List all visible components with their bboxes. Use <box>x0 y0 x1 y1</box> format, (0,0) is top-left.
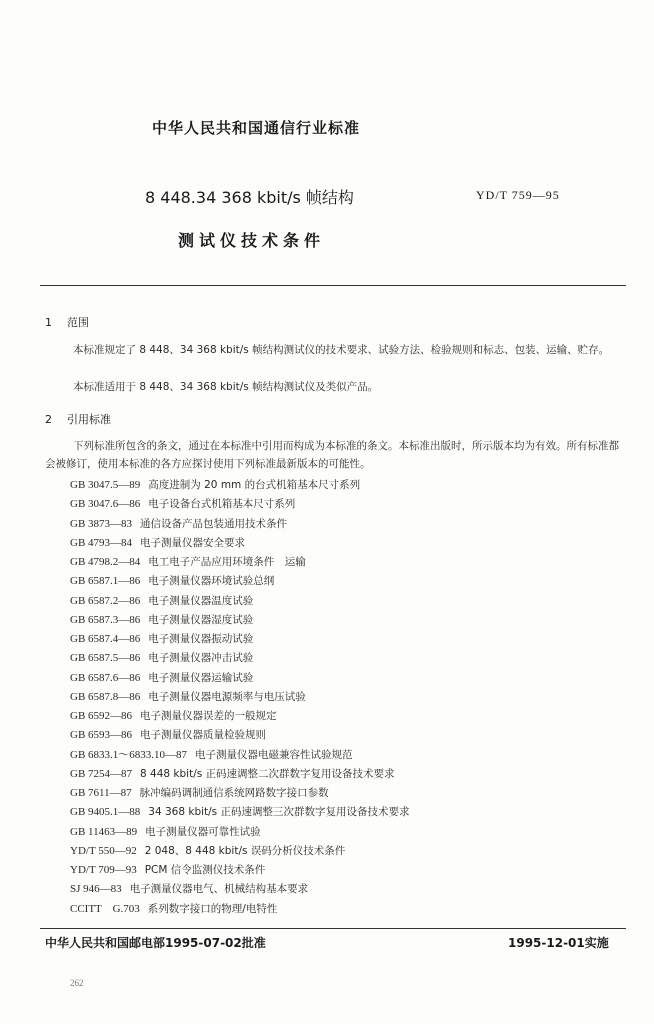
document-title-line1: 8 448.34 368 kbit/s 帧结构 <box>145 188 354 207</box>
reference-title: 电子测量仪器运输试验 <box>148 671 254 684</box>
reference-code: GB 6833.1～6833.10—87 <box>70 748 188 761</box>
reference-title: 脉冲编码调制通信系统网路数字接口参数 <box>139 787 329 799</box>
issued-by: 中华人民共和国邮电部1995-07-02批准 <box>45 936 266 950</box>
reference-code: GB 6587.1—86 <box>70 575 141 588</box>
reference-title: PCM 信令监测仪技术条件 <box>144 864 266 876</box>
section-title: 范围 <box>67 316 89 329</box>
title-row <box>0 185 654 209</box>
reference-item <box>70 669 630 688</box>
reference-title: 电子测量仪器电气、机械结构基本要求 <box>129 883 309 896</box>
section-number: 2 <box>45 413 52 426</box>
reference-title: 电子测量仪器环境试验总纲 <box>148 575 275 588</box>
header-divider <box>40 285 626 286</box>
reference-code: GB 6587.8—86 <box>70 690 141 703</box>
reference-item <box>70 823 630 842</box>
reference-item <box>70 553 630 572</box>
reference-item <box>70 630 630 649</box>
scope-paragraph-1: 本标准规定了 8 448、34 368 kbit/s 帧结构测试仪的技术要求、试验方法、检验规则和标志、包装、运输、贮存。 <box>73 344 610 356</box>
reference-title: 系列数字接口的物理/电特性 <box>147 902 278 915</box>
reference-title: 电工电子产品应用环境条件 运输 <box>148 556 306 568</box>
section-number: 1 <box>45 316 52 329</box>
reference-code: GB 6587.5—86 <box>70 652 141 665</box>
reference-item <box>70 842 630 861</box>
document-title-line2: 测试仪技术条件 <box>178 231 326 250</box>
reference-title: 2 048、8 448 kbit/s 误码分析仪技术条件 <box>144 844 346 857</box>
reference-title: 通信设备产品包装通用技术条件 <box>140 517 288 530</box>
reference-code: GB 6593—86 <box>70 729 133 742</box>
section-heading-references <box>45 411 111 427</box>
reference-item <box>70 534 630 553</box>
reference-title: 电子测量仪器湿度试验 <box>148 613 254 626</box>
reference-item <box>70 592 630 611</box>
reference-title: 电子测量仪器电磁兼容性试验规范 <box>195 748 353 761</box>
reference-code: GB 6592—86 <box>70 710 133 722</box>
reference-code: GB 9405.1—88 <box>70 806 141 819</box>
reference-item <box>70 900 630 919</box>
section-title: 引用标准 <box>67 413 111 426</box>
reference-title: 电子测量仪器冲击试验 <box>148 652 254 665</box>
reference-item <box>70 611 630 630</box>
reference-title: 电子测量仪器电源频率与电压试验 <box>148 690 306 703</box>
reference-code: GB 6587.3—86 <box>70 613 141 626</box>
reference-item <box>70 784 630 803</box>
reference-item <box>70 495 630 514</box>
reference-item <box>70 707 630 726</box>
reference-code: GB 6587.6—86 <box>70 671 141 684</box>
reference-list <box>70 476 630 919</box>
reference-code: YD/T 550—92 <box>70 844 137 857</box>
scope-paragraph-2: 本标准适用于 8 448、34 368 kbit/s 帧结构测试仪及类似产品。 <box>73 381 379 393</box>
reference-title: 电子测量仪器可靠性试验 <box>145 825 261 838</box>
reference-title: 电子测量仪器误差的一般规定 <box>140 710 277 722</box>
reference-item <box>70 572 630 591</box>
reference-code: GB 4798.2—84 <box>70 556 141 568</box>
reference-title: 电子测量仪器质量检验规则 <box>140 729 267 742</box>
reference-item <box>70 726 630 745</box>
reference-code: GB 4793—84 <box>70 536 133 549</box>
reference-item <box>70 476 630 495</box>
reference-code: GB 6587.4—86 <box>70 633 141 645</box>
reference-item <box>70 515 630 534</box>
implementation-date: 1995-12-01实施 <box>508 936 609 950</box>
reference-title: 34 368 kbit/s 正码速调整三次群数字复用设备技术要求 <box>148 806 410 819</box>
organization-title: 中华人民共和国通信行业标准 <box>152 119 361 137</box>
reference-code: YD/T 709—93 <box>70 864 137 876</box>
references-paragraph: 下列标准所包含的条文，通过在本标准中引用而构成为本标准的条文。本标准出版时，所示版本均为有效。所有标准都会被修订，使用本标准的各方应探讨使用下列标准最新版本的可能性。 <box>45 440 619 470</box>
reference-code: GB 3873—83 <box>70 517 133 530</box>
reference-item <box>70 880 630 899</box>
reference-code: SJ 946—83 <box>70 883 122 896</box>
reference-code: GB 6587.2—86 <box>70 594 141 607</box>
section-heading-scope <box>45 314 89 330</box>
reference-item <box>70 803 630 822</box>
reference-item <box>70 746 630 765</box>
reference-item <box>70 861 630 880</box>
reference-code: GB 11463—89 <box>70 825 138 838</box>
reference-code: GB 7611—87 <box>70 787 132 799</box>
reference-code: GB 7254—87 <box>70 767 133 780</box>
reference-title: 电子测量仪器振动试验 <box>148 633 254 645</box>
page-number: 262 <box>70 978 84 988</box>
reference-title: 电子测量仪器温度试验 <box>148 594 254 607</box>
reference-title: 电子设备台式机箱基本尺寸系列 <box>148 498 296 511</box>
reference-item <box>70 649 630 668</box>
reference-title: 8 448 kbit/s 正码速调整二次群数字复用设备技术要求 <box>140 767 395 780</box>
reference-title: 电子测量仪器安全要求 <box>140 536 246 549</box>
reference-code: GB 3047.5—89 <box>70 479 141 491</box>
reference-code: CCITT G.703 <box>70 902 140 915</box>
reference-item <box>70 688 630 707</box>
reference-title: 高度进制为 20 mm 的台式机箱基本尺寸系列 <box>148 479 361 491</box>
reference-code: GB 3047.6—86 <box>70 498 141 511</box>
standard-number: YD/T 759—95 <box>476 188 560 202</box>
reference-item <box>70 765 630 784</box>
footer-divider <box>40 928 626 929</box>
